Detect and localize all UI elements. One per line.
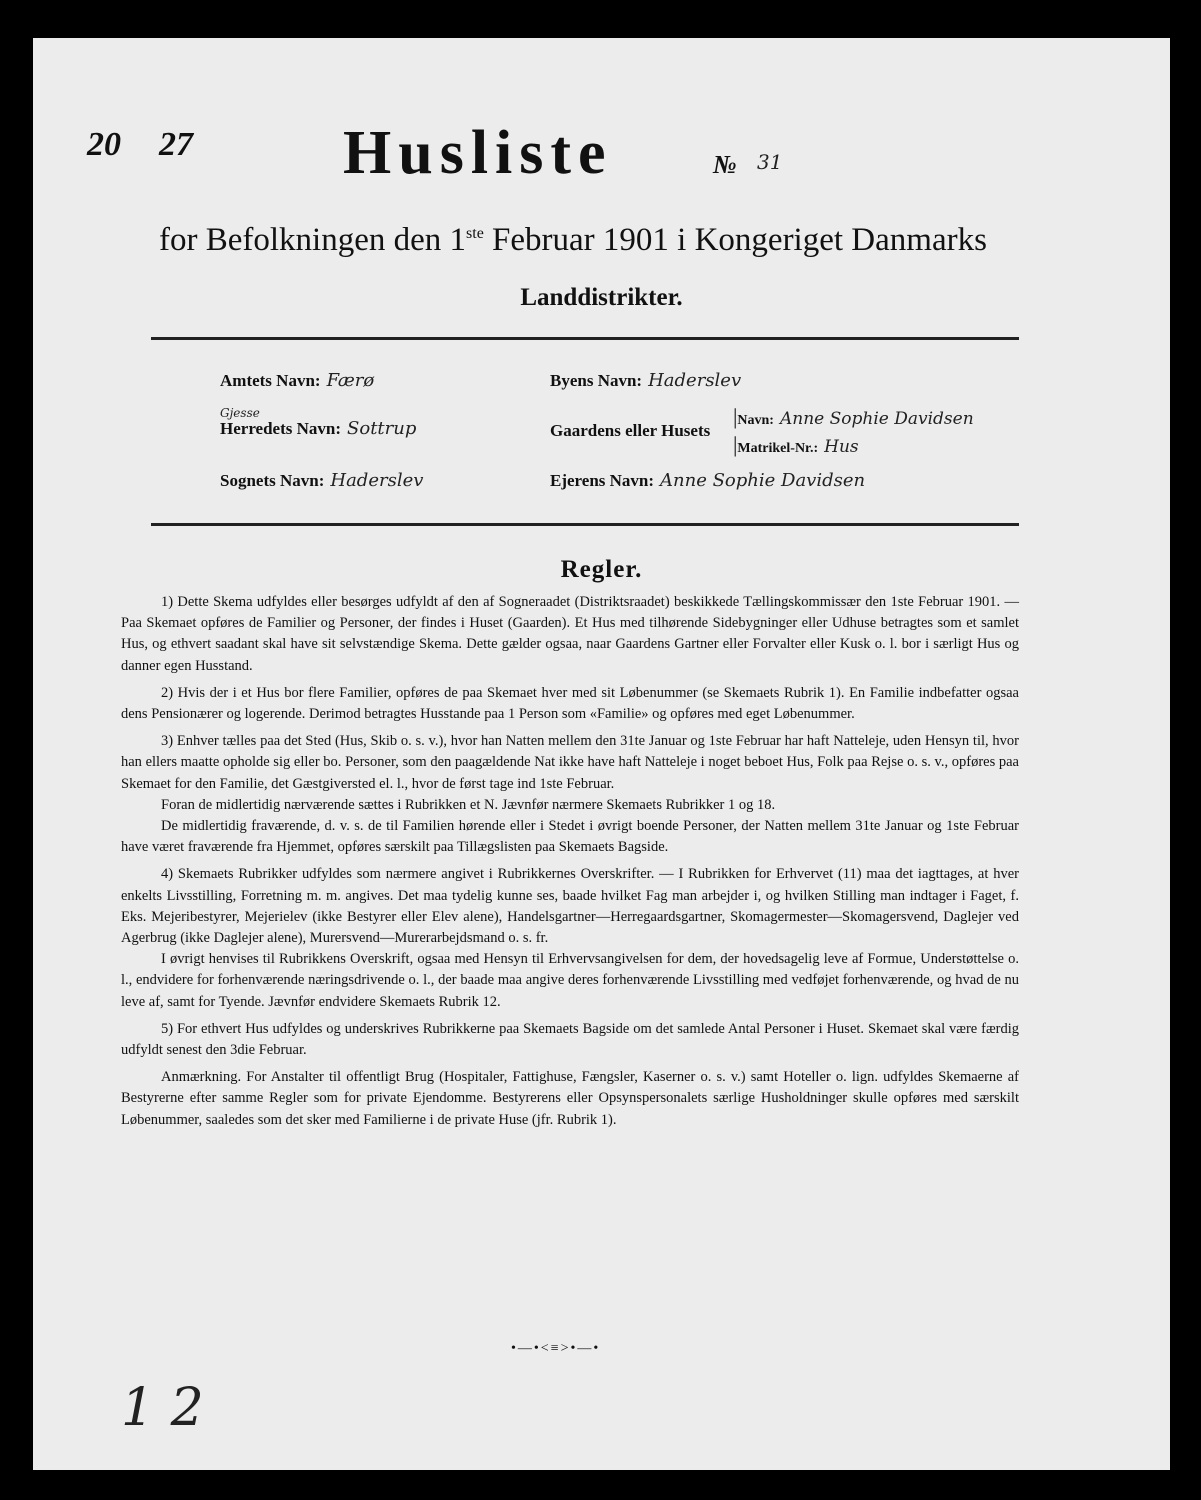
matrikel-value: Hus xyxy=(824,437,859,457)
navn-label: Navn: xyxy=(737,413,774,428)
amt-value: Færø xyxy=(326,370,375,391)
rule-4: 4) Skemaets Rubrikker udfyldes som nærmere angivet i Rubrikkernes Overskrifter. — I Rubrikken for Erhvervet (11) maa det iagttages, at hver enkelts Livsstilling, Forretning m. m. angives. Det maa tydelig kunne ses, baade hvilket Fag man arbejder i, og hvilken Stilling man indtager i Faget, f. Eks. Mejeribestyrer, Mejerielev (ikke Bestyrer eller Elev alene), Handelsgartner—Herregaardsgartner, Skomagermester—Skomagersvend, Daglejer ved Agerbrug (ikke Daglejer alene), Murersvend—Murerarbejdsmand o. s. fr. xyxy=(121,866,1019,947)
rules-body xyxy=(121,592,1019,1137)
list-number-handwritten: 31 xyxy=(757,150,783,174)
herred-correction: Gjesse xyxy=(220,406,260,420)
census-form-page xyxy=(33,38,1170,1470)
ejer-value: Anne Sophie Davidsen xyxy=(660,470,866,491)
annotation: Anmærkning. For Anstalter til offentligt Brug (Hospitaler, Fattighuse, Fængsler, Kaserner o. s. v.) samt Hoteller o. lign. udfyldes Skemaerne af Bestyrerne efter samme Regler som for private Ejendomme. Bestyrerens eller Opsynspersonalets særlige Husholdninger skulle opføres med særskilt Løbenummer, saaledes som det sker med Familierne i de private Huse (jfr. Rubrik 1). xyxy=(121,1069,1019,1128)
bottom-divider xyxy=(151,523,1019,526)
navn-value: Anne Sophie Davidsen xyxy=(779,409,974,429)
subtitle-pre: for Befolkningen den 1 xyxy=(159,222,467,258)
rule-4-note: I øvrigt henvises til Rubrikkens Overskrift, ogsaa med Hensyn til Erhvervsangivelsen for dem, der hovedsagelig leve af Formue, Understøttelse o. l., endvidere for forhenværende næringsdrivende o. l., der baade maa angive deres forhenværende Livsstilling med vedføjet forhenværende, og hvad de nu leve af, samt for Tyende. Jævnfør endvidere Skemaets Rubrik 12. xyxy=(121,951,1019,1010)
by-label: Byens Navn: xyxy=(550,371,643,390)
herred-label: Herredets Navn: xyxy=(220,419,342,438)
ejer-field xyxy=(550,470,865,491)
subtitle-sup: ste xyxy=(466,225,484,242)
ejer-label: Ejerens Navn: xyxy=(550,471,655,490)
sogn-label: Sognets Navn: xyxy=(220,471,325,490)
page-number-left: 20 xyxy=(87,126,121,163)
rule-5: 5) For ethvert Hus udfyldes og underskrives Rubrikkerne paa Skemaets Bagside om det samlede Antal Personer i Huset. Skemaet skal være færdig udfyldt senest den 3die Februar. xyxy=(121,1020,1019,1059)
form-title: Husliste xyxy=(343,119,613,187)
sogn-field xyxy=(220,470,423,491)
amt-field xyxy=(220,370,374,391)
subtitle-post: Februar 1901 i Kongeriget Danmarks xyxy=(483,222,987,258)
rules-heading: Regler. xyxy=(560,556,643,583)
number-mark: № xyxy=(713,150,737,179)
by-value: Haderslev xyxy=(648,370,742,391)
amt-label: Amtets Navn: xyxy=(220,371,321,390)
gaard-label: Gaardens eller Husets xyxy=(550,421,711,440)
ornament-divider: •—•<≡>•—• xyxy=(511,1341,601,1356)
district-heading: Landdistrikter. xyxy=(520,284,683,311)
page-number-right: 27 xyxy=(159,126,193,163)
top-divider xyxy=(151,337,1019,340)
rule-3-note-b: De midlertidig fraværende, d. v. s. de til Familien hørende eller i Stedet i øvrigt boende Personer, der Natten mellem 31te Januar og 1ste Februar have været fraværende fra Hjemmet, opføres særskilt paa Tillægslisten paa Skemaets Bagside. xyxy=(121,818,1019,856)
navn-field: |Navn: Anne Sophie Davidsen xyxy=(733,404,974,429)
herred-value: Sottrup xyxy=(347,418,417,439)
form-subtitle xyxy=(159,222,1059,259)
rule-3-note-a: Foran de midlertidig nærværende sættes i Rubrikken et N. Jævnfør nærmere Skemaets Rubrikker 1 og 18. xyxy=(161,796,776,813)
matrikel-label: Matrikel-Nr.: xyxy=(737,441,819,456)
handwritten-page-mark: 1 2 xyxy=(121,1378,204,1438)
sogn-value: Haderslev xyxy=(330,470,424,491)
by-field xyxy=(550,370,741,391)
rule-3: 3) Enhver tælles paa det Sted (Hus, Skib o. s. v.), hvor han Natten mellem den 31te Januar og 1ste Februar har haft Natteleje, uden Hensyn til, hvor han ellers maatte opholde sig eller bo. Personer, som den paagældende Nat ikke have haft Natteleje i noget beboet Hus, Folk paa Rejse o. s. v., opføres paa Skemaet for den Familie, det Gæstgiversted el. l., hvor de først tage ind 1ste Februar. xyxy=(121,733,1019,792)
rule-1: 1) Dette Skema udfyldes eller besørges udfyldt af den af Sogneraadet (Distriktsraadet) beskikkede Tællingskommissær den 1ste Februar 1901. — Paa Skemaet opføres de Familier og Personer, der findes i Huset (Gaarden). Et Hus med tilhørende Sidebygninger eller Udhuse betragtes som et samlet Hus, og ethvert saadant skal have sit selvstændige Skema. Dette gælder ogsaa, naar Gaardens Gartner eller Forvalter eller Kusk o. l. bor i særligt Hus og danner egen Husstand. xyxy=(121,594,1019,674)
herred-field xyxy=(220,418,416,439)
rule-2: 2) Hvis der i et Hus bor flere Familier, opføres de paa Skemaet hver med sit Løbenummer (se Skemaets Rubrik 1). En Familie indbefatter ogsaa dens Pensionærer og logerende. Derimod betragtes Husstande paa 1 Person som «Familie» og opføres med eget Løbenummer. xyxy=(121,684,1019,723)
matrikel-field: |Matrikel-Nr.: Hus xyxy=(733,432,859,457)
